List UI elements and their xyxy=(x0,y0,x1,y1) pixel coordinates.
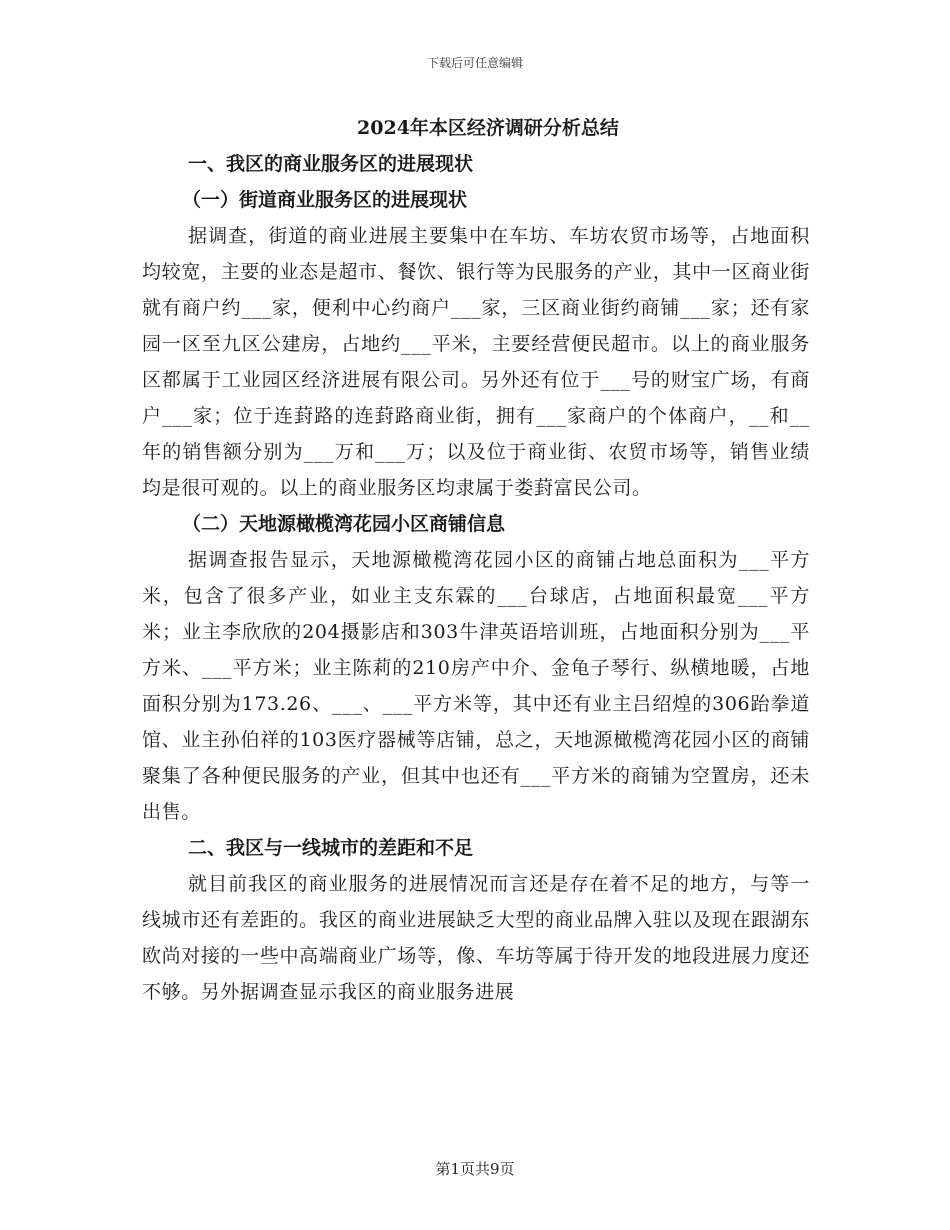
paragraph-gap-analysis: 就目前我区的商业服务的进展情况而言还是存在着不足的地方，与等一线城市还有差距的。我区的商业进展缺乏大型的商业品牌入驻以及现在跟湖东欧尚对接的一些中高端商业广场等，像、车坊等属于待开发的地段进展力度还不够。另外据调查显示我区的商业服务进展 xyxy=(142,873,810,1003)
page-header-note: 下载后可任意编辑 xyxy=(426,56,523,70)
document-body xyxy=(142,110,810,1010)
paragraph-olive-bay-shops: 据调查报告显示，天地源橄榄湾花园小区的商铺占地总面积为___平方米，包含了很多产业，如业主支东霖的___台球店，占地面积最宽___平方米；业主李欣欣的204摄影店和303牛津英语培训班，占地面积分别为___平方米、___平方米；业主陈莉的210房产中介、金龟子琴行、纵横地暖，占地面积分别为173.26、___、___平方米等，其中还有业主吕绍煌的306跆拳道馆、业主孙伯祥的103医疗器械等店铺，总之，天地源橄榄湾花园小区的商铺聚集了各种便民服务的产业，但其中也还有___平方米的商铺为空置房，还未出售。 xyxy=(142,549,810,823)
document-title: 2024年本区经济调研分析总结 xyxy=(357,117,619,139)
subsection-heading-1: （一）街道商业服务区的进展现状 xyxy=(182,189,468,211)
section-heading-2: 二、我区与一线城市的差距和不足 xyxy=(188,837,474,859)
paragraph-street-commerce: 据调查，街道的商业进展主要集中在车坊、车坊农贸市场等，占地面积均较宽，主要的业态是超市、餐饮、银行等为民服务的产业，其中一区商业街就有商户约___家，便利中心约商户___家，三区商业街约商铺___家；还有家园一区至九区公建房，占地约___平米，主要经营便民超市。以上的商业服务区都属于工业园区经济进展有限公司。另外还有位于___号的财宝广场，有商户___家；位于连葑路的连葑路商业街，拥有___家商户的个体商户，__和__年的销售额分别为___万和___万；以及位于商业街、农贸市场等，销售业绩均是很可观的。以上的商业服务区均隶属于娄葑富民公司。 xyxy=(142,225,810,499)
section-heading-1: 一、我区的商业服务区的进展现状 xyxy=(188,153,474,175)
subsection-heading-2: （二）天地源橄榄湾花园小区商铺信息 xyxy=(182,513,506,535)
page-footer-number: 第1页共9页 xyxy=(435,1160,515,1178)
